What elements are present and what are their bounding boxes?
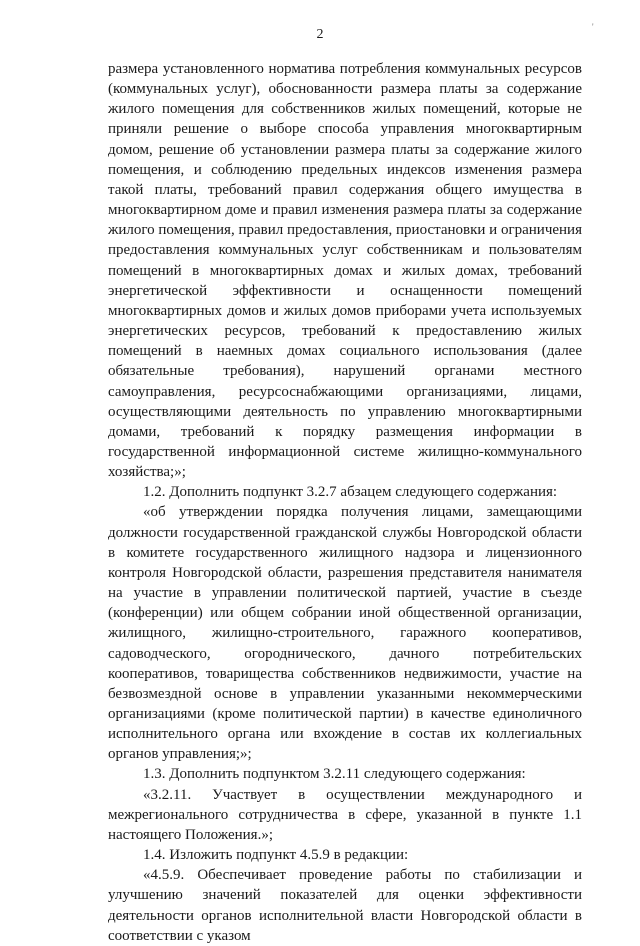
paragraph-continuation: размера установленного норматива потребления коммунальных ресурсов (коммунальных услуг), обоснованности размера платы за содержание жилого помещения для собственников жилых помещений, которые не приняли решение о выборе способа управления многоквартирным домом, решение об установлении размера платы за содержание жилого помещения, и соблюдению предельных индексов изменения размера такой платы, требований правил содержания общего имущества в многоквартирном доме и правил изменения размера платы за содержание жилого помещения, правил предоставления, приостановки и ограничения предоставления коммунальных услуг собственникам и пользователям помещений в многоквартирных домах и жилых домах, требований энергетической эффективности и оснащенности помещений многоквартирных домов и жилых домов приборами учета используемых энергетических ресурсов, требований к предоставлению жилых помещений в наемных домах социального использования (далее обязательные требования), нарушений органами местного самоуправления, ресурсоснабжающими организациями, лицами, осуществляющими деятельность по управлению многоквартирными домами, требований к порядку размещения информации в государственной информационной системе жилищно-коммунального хозяйства;»; (108, 61, 582, 481)
paragraph-1-3-quote: «3.2.11. Участвует в осуществлении международного и межрегионального сотрудничества в сфере, указанной в пункте 1.1 настоящего Положения.»; (108, 786, 582, 843)
paragraph-1-4: 1.4. Изложить подпункт 4.5.9 в редакции: (143, 847, 409, 864)
paragraph-1-2: 1.2. Дополнить подпункт 3.2.7 абзацем следующего содержания: (143, 484, 558, 501)
page-number: 2 (316, 27, 324, 42)
paragraph-1-4-quote: «4.5.9. Обеспечивает проведение работы по стабилизации и улучшению значений показателей для оценки эффективности деятельности органов исполнительной власти Новгородской области в соответствии с указом (108, 867, 582, 944)
paragraph-1-3: 1.3. Дополнить подпунктом 3.2.11 следующего содержания: (143, 766, 526, 783)
document-body (108, 59, 582, 946)
scan-mark: ' (592, 22, 594, 32)
paragraph-1-2-quote: «об утверждении порядка получения лицами, замещающими должности государственной гражданской службы Новгородской области в комитете государственного жилищного надзора и лицензионного контроля Новгородской области, разрешения представителя нанимателя на участие в управлении политической партией, участие в съезде (конференции) или общем собрании иной общественной организации, жилищного, жилищно-строительного, гаражного кооперативов, садоводческого, огороднического, дачного потребительских кооперативов, товарищества собственников недвижимости, участие на безвозмездной основе в управлении указанными некоммерческими организациями (кроме политической партии) в качестве единоличного исполнительного органа или вхождение в состав их коллегиальных органов управления;»; (108, 504, 582, 763)
